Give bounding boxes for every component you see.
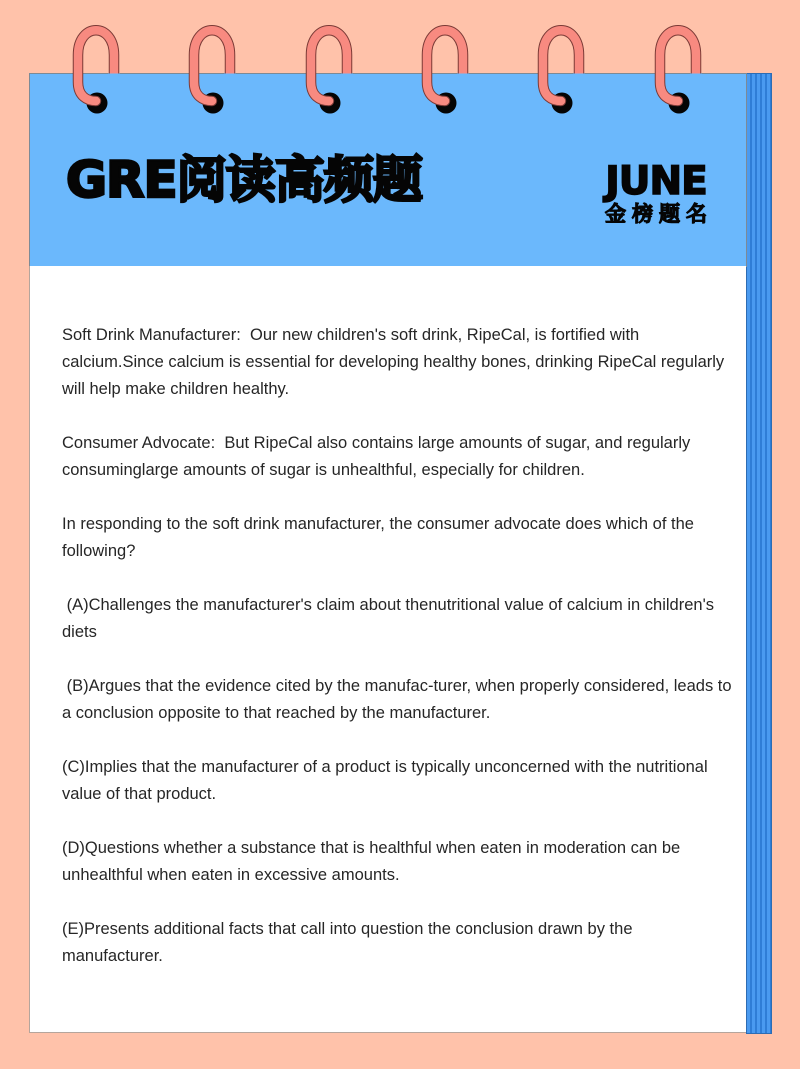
stimulus-advocate: Consumer Advocate: But RipeCal also contains large amounts of sugar, and regularly consuminglarge amounts of sugar is unhealthful, especially for children. <box>62 434 695 479</box>
motto-label: 金榜题名 <box>605 202 713 226</box>
page-stack-edge <box>746 73 772 1034</box>
question-page <box>29 266 746 1033</box>
option-c: (C)Implies that the manufacturer of a product is typically unconcerned with the nutritional value of that product. <box>62 758 713 803</box>
page-title: GRE阅读高频题 <box>66 151 422 209</box>
month-block <box>595 159 717 226</box>
option-e: (E)Presents additional facts that call into question the conclusion drawn by the manufacturer. <box>62 920 638 965</box>
calendar-header <box>29 73 747 267</box>
question-prompt: In responding to the soft drink manufacturer, the consumer advocate does which of the following? <box>62 515 699 560</box>
option-a: (A)Challenges the manufacturer's claim about thenutritional value of calcium in children's diets <box>62 596 719 641</box>
stimulus-manufacturer: Soft Drink Manufacturer: Our new children's soft drink, RipeCal, is fortified with calcium.Since calcium is essential for developing healthy bones, drinking RipeCal regularly will help make children healthy. <box>62 326 729 398</box>
question-content <box>62 322 737 997</box>
option-b: (B)Argues that the evidence cited by the manufac-turer, when properly considered, leads to a conclusion opposite to that reached by the manufacturer. <box>62 677 737 722</box>
month-label: JUNE <box>605 159 707 204</box>
option-d: (D)Questions whether a substance that is healthful when eaten in moderation can be unhealthful when eaten in excessive amounts. <box>62 839 685 884</box>
calendar-card <box>29 73 746 1034</box>
